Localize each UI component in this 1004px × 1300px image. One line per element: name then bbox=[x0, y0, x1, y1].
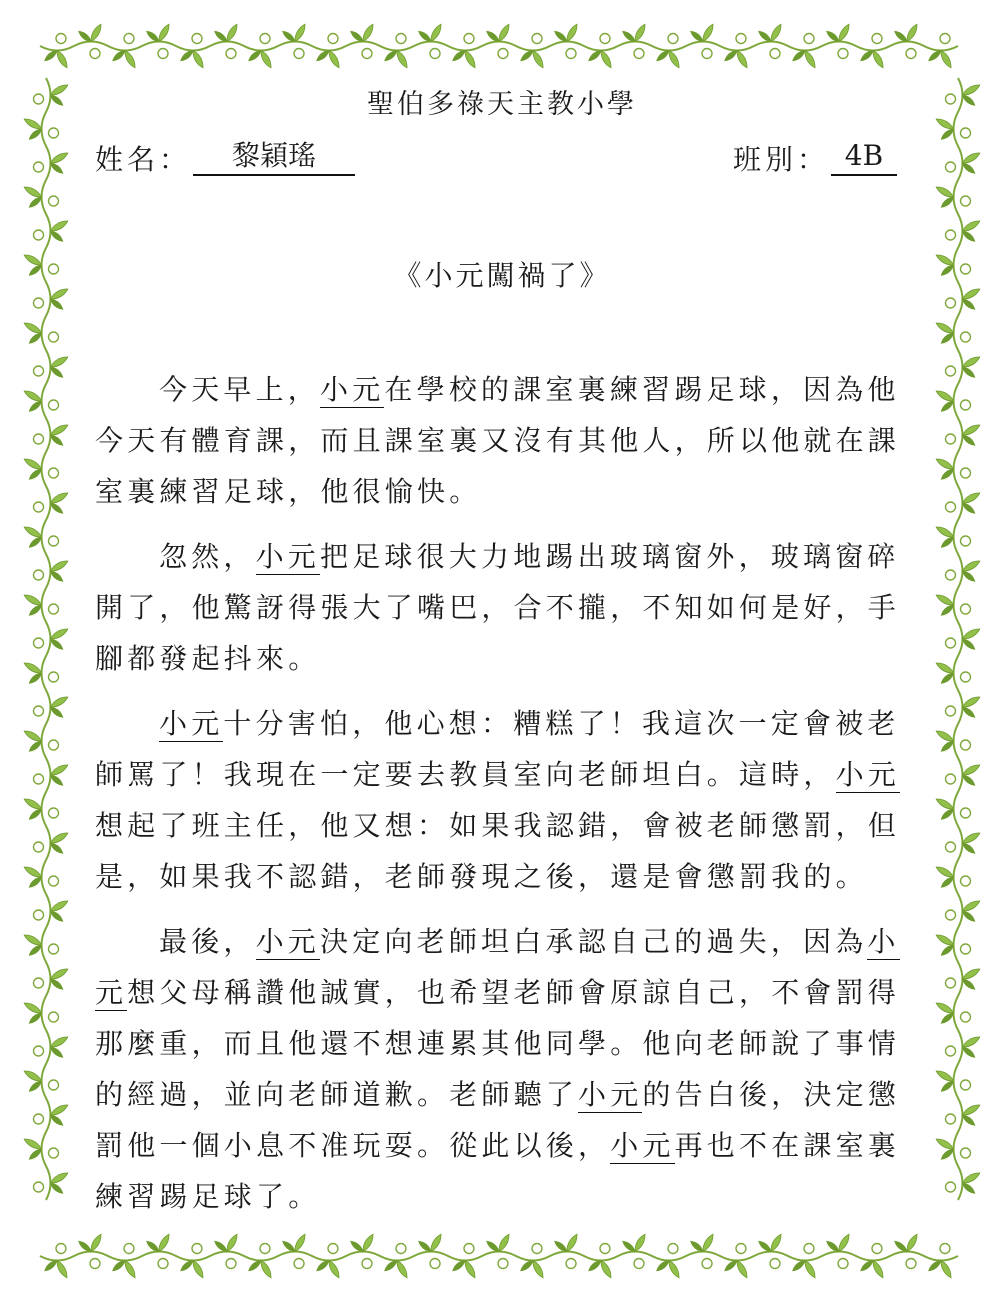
proper-noun-underline: 小元 bbox=[255, 540, 321, 573]
essay-text: 今天早上， bbox=[159, 373, 321, 406]
proper-noun-underline: 小元 bbox=[578, 1078, 643, 1111]
essay-text: 十分害怕，他心想：糟糕了！我這次一定會被老師罵了！我現在一定要去教員室向老師坦白。這時， bbox=[95, 707, 900, 791]
essay-text: 想父母稱讚他誠實，也希望老師會原諒自己，不會罰得那麼重，而且他還不想連累其他同學。他向老師說了事情的經過，並向老師道歉。老師聽了 bbox=[95, 976, 901, 1111]
proper-noun-underline: 小元 bbox=[320, 373, 385, 406]
school-name: 聖伯多祿天主教小學 bbox=[367, 89, 637, 120]
name-value: 黎穎瑤 bbox=[193, 138, 355, 176]
essay-paragraph-2 bbox=[95, 531, 925, 684]
essay-paragraph-4 bbox=[95, 916, 925, 1222]
proper-noun-underline: 小元 bbox=[95, 925, 900, 1009]
essay-paragraph-1 bbox=[95, 364, 925, 517]
class-label: 班別： bbox=[733, 143, 830, 176]
essay-title: 《小元闖禍了》 bbox=[393, 259, 611, 292]
essay-text: 忽然， bbox=[159, 540, 256, 573]
essay-text: 想起了班主任，他又想：如果我認錯，會被老師懲罰，但是，如果我不認錯，老師發現之後，還是會懲罰我的。 bbox=[95, 809, 901, 893]
essay-text: 最後， bbox=[159, 925, 256, 958]
essay-body bbox=[95, 364, 925, 1236]
proper-noun-underline: 小元 bbox=[835, 758, 901, 791]
class-value: 4B bbox=[831, 138, 897, 176]
proper-noun-underline: 小元 bbox=[255, 925, 321, 958]
essay-text: 把足球很大力地踢出玻璃窗外，玻璃窗碎開了，他驚訝得張大了嘴巴，合不攏，不知如何是好，手腳都發起抖來。 bbox=[95, 540, 901, 675]
proper-noun-underline: 小元 bbox=[610, 1129, 675, 1162]
essay-text: 在學校的課室裏練習踢足球，因為他今天有體育課，而且課室裏又沒有其他人，所以他就在課室裏練習足球，他很愉快。 bbox=[95, 373, 901, 508]
essay-paragraph-3 bbox=[95, 698, 925, 902]
essay-text: 再也不在課室裏練習踢足球了。 bbox=[95, 1129, 901, 1213]
essay-text: 的告白後，決定懲罰他一個小息不准玩耍。從此以後， bbox=[95, 1078, 901, 1162]
proper-noun-underline: 小元 bbox=[159, 707, 224, 740]
essay-text: 決定向老師坦白承認自己的過失，因為 bbox=[320, 925, 868, 958]
name-label: 姓名： bbox=[95, 143, 192, 176]
